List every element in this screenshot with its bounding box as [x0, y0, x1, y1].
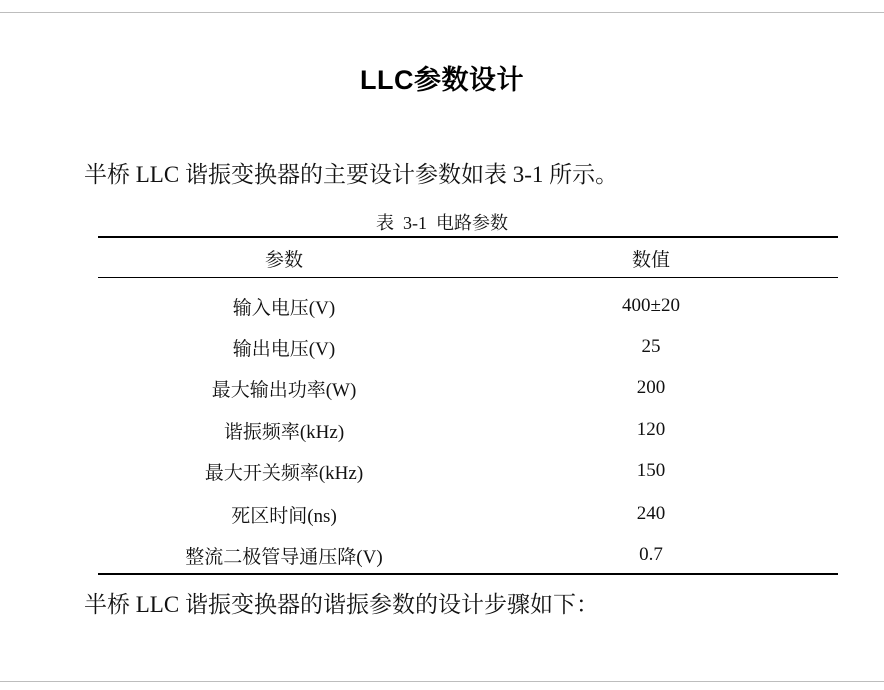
table-top-rule	[98, 236, 838, 238]
table-header-row	[98, 242, 838, 274]
row-value: 150	[636, 460, 666, 481]
table-row	[98, 290, 838, 322]
header-param: 参数	[264, 249, 303, 271]
row-param: 输入电压(V)	[232, 297, 336, 319]
row-param: 死区时间(ns)	[231, 505, 337, 527]
intro-paragraph: 半桥 LLC 谐振变换器的主要设计参数如表 3-1 所示。	[84, 162, 619, 187]
row-param: 输出电压(V)	[232, 338, 336, 360]
row-value: 120	[636, 419, 666, 440]
row-param: 最大开关频率(kHz)	[204, 462, 364, 484]
table-caption: 表 3-1 电路参数	[376, 213, 508, 233]
row-param: 整流二极管导通压降(V)	[185, 546, 383, 568]
top-divider	[0, 12, 884, 13]
table-row	[98, 455, 838, 487]
bottom-divider	[0, 681, 884, 682]
row-param: 谐振频率(kHz)	[223, 421, 345, 443]
table-header-rule	[98, 277, 838, 278]
header-value: 数值	[631, 249, 670, 271]
page-title: LLC参数设计	[360, 65, 524, 95]
table-row	[98, 331, 838, 363]
outro-paragraph: 半桥 LLC 谐振变换器的谐振参数的设计步骤如下：	[84, 592, 599, 617]
table-row	[98, 498, 838, 530]
table-row	[98, 539, 838, 571]
row-value: 25	[641, 336, 661, 357]
row-value: 200	[636, 377, 666, 398]
row-value: 400±20	[622, 295, 680, 316]
table-row	[98, 414, 838, 446]
row-value: 0.7	[639, 544, 663, 565]
row-value: 240	[636, 503, 666, 524]
row-param: 最大输出功率(W)	[211, 379, 357, 401]
table-row	[98, 372, 838, 404]
table-bottom-rule	[98, 573, 838, 575]
